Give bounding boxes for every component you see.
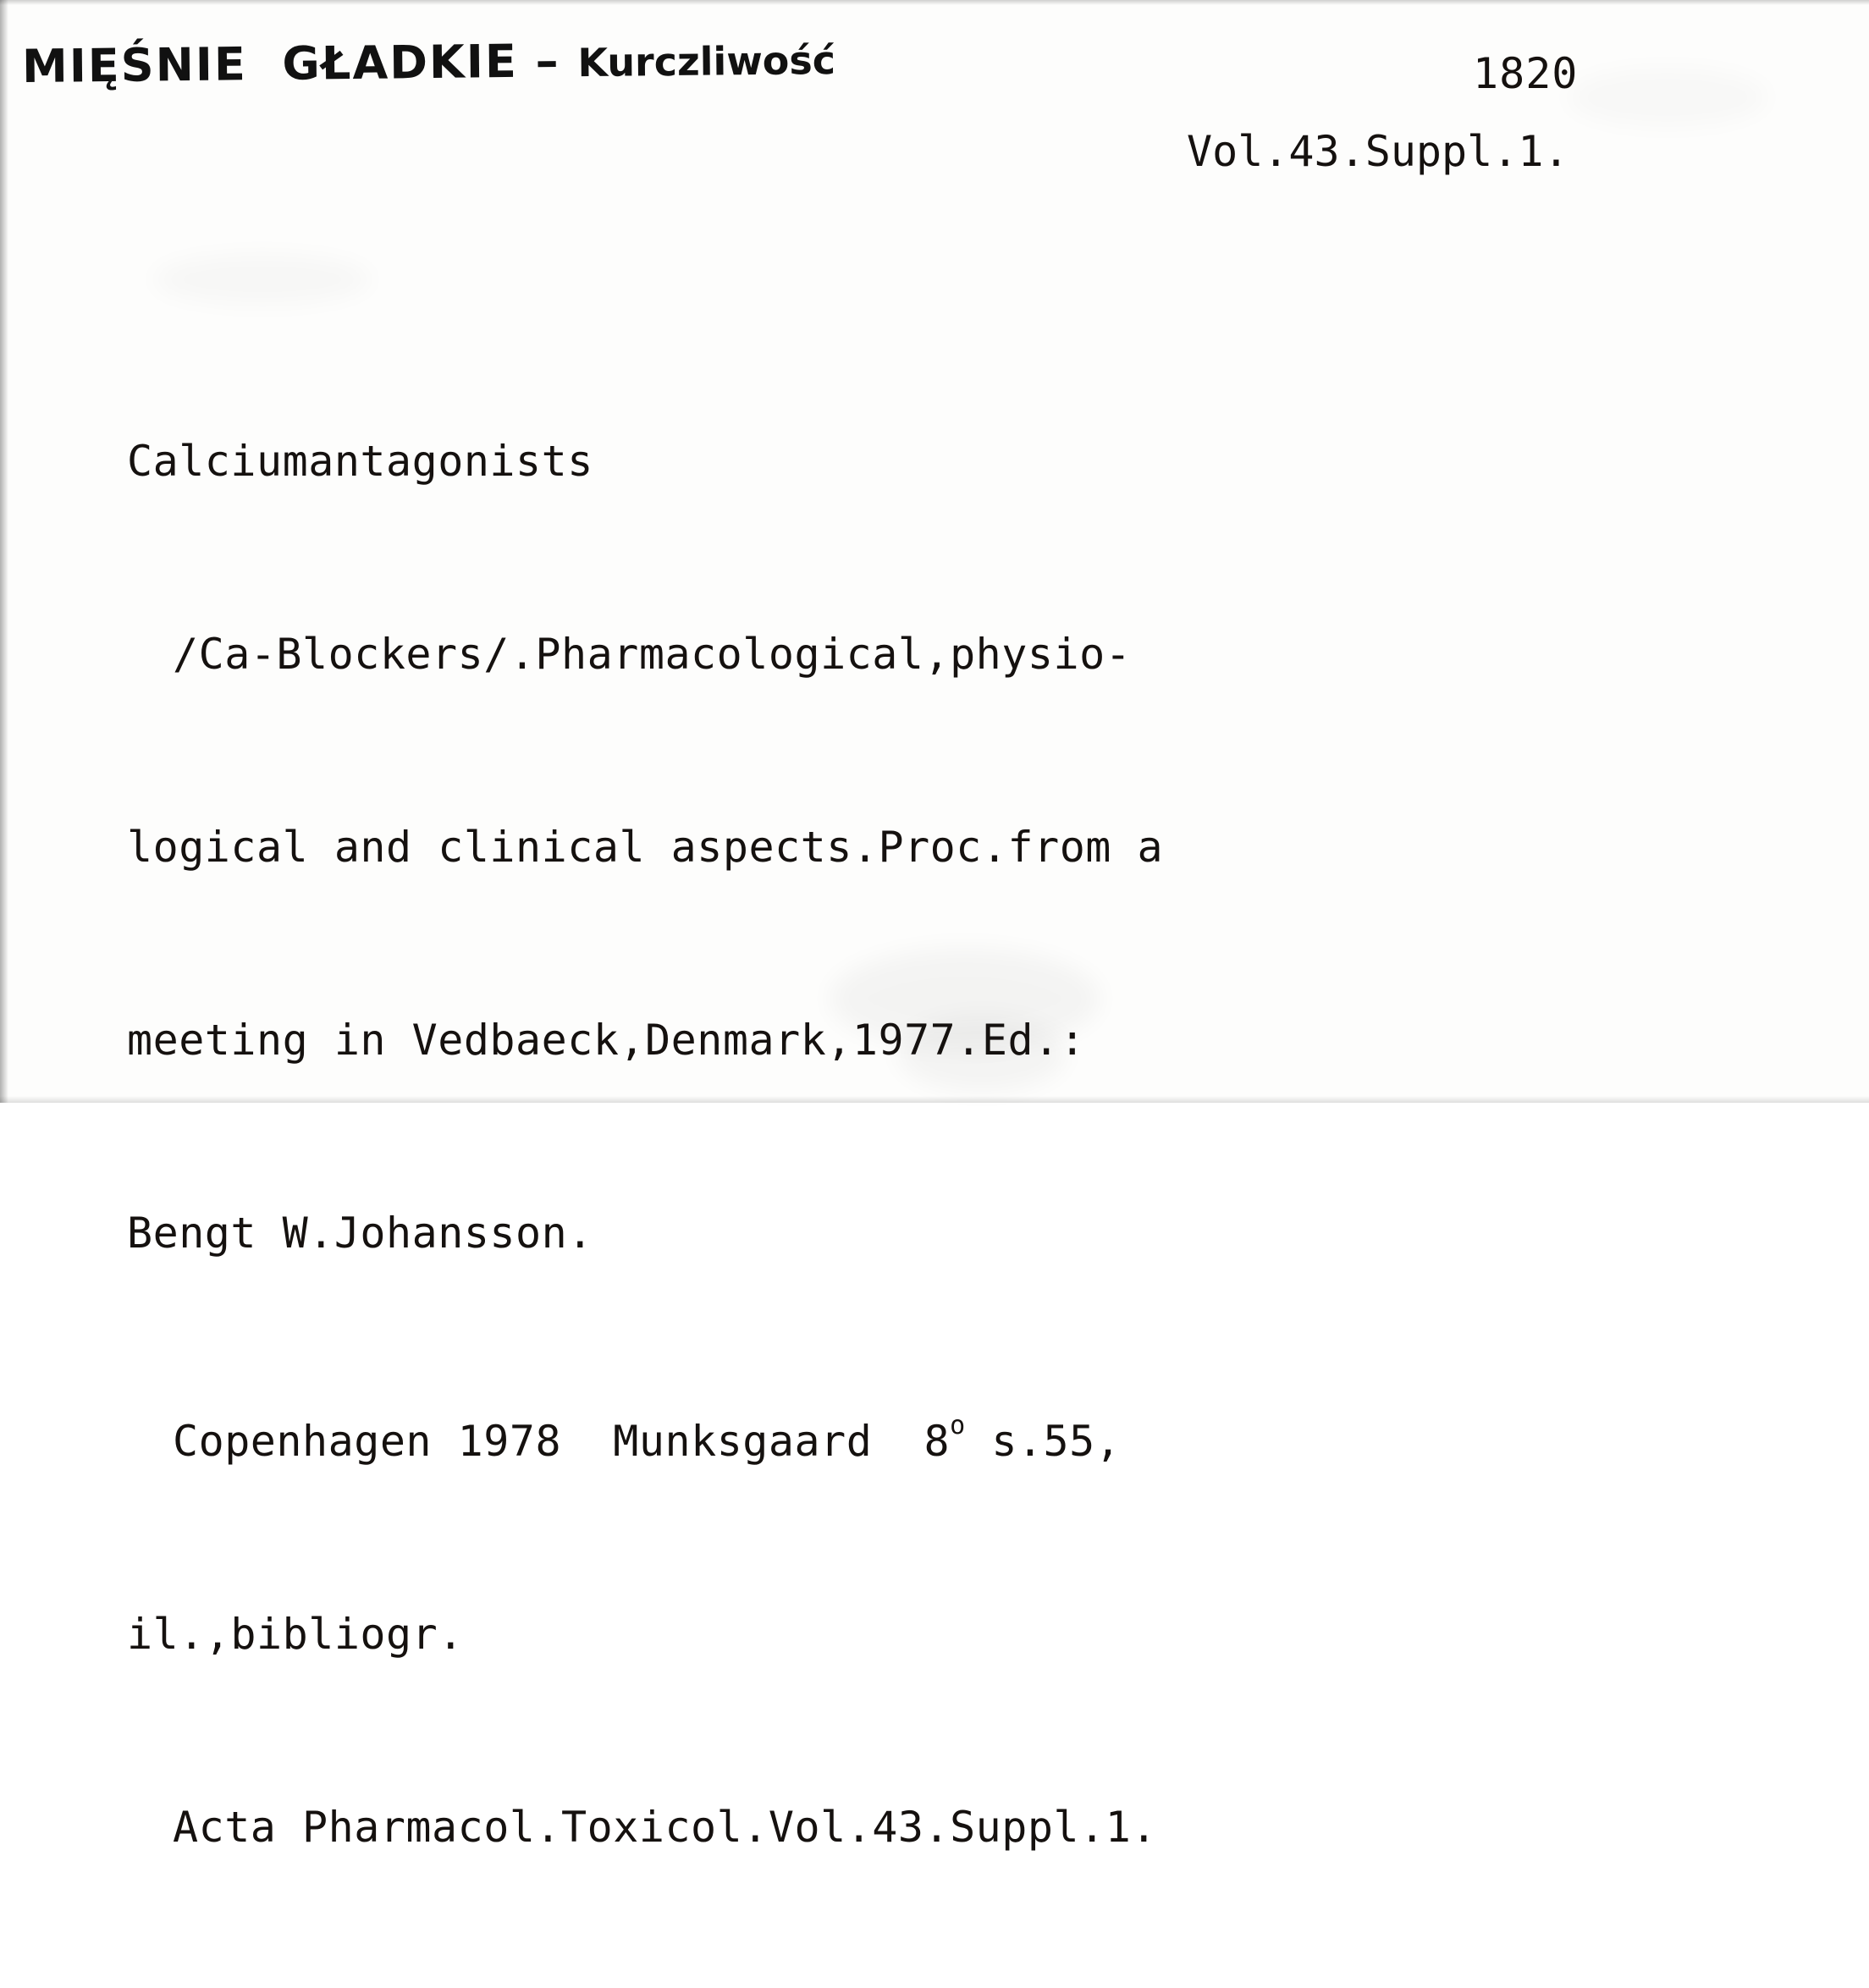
imprint-line xyxy=(127,1394,1163,1473)
subject-subheading: Kurczliwość xyxy=(577,36,836,86)
paper-smudge xyxy=(1566,68,1769,127)
series-note: Acta Pharmacol.Toxicol.Vol.43.Suppl.1. xyxy=(173,1803,1157,1852)
imprint-pages: s.55, xyxy=(991,1417,1122,1466)
entry-line: logical and clinical aspects.Proc.from a xyxy=(127,823,1164,872)
accession-number: 1820 xyxy=(1473,49,1579,98)
imprint-publisher: Munksgaard xyxy=(613,1417,873,1466)
entry-line: meeting in Vedbaeck,Denmark,1977.Ed.: xyxy=(127,1016,1086,1065)
extent-line: il.,bibliogr. xyxy=(127,1610,464,1659)
entry-line: Calciumantagonists xyxy=(127,437,593,486)
card-left-edge-shadow xyxy=(0,0,8,1103)
card-top-edge-shadow xyxy=(0,0,1869,5)
paper-smudge xyxy=(152,254,372,305)
imprint-year: 1978 xyxy=(457,1417,562,1466)
subject-heading-main: MIĘŚNIE GŁADKIE – xyxy=(21,34,578,94)
volume-note: Vol.43.Suppl.1. xyxy=(1187,127,1569,176)
imprint-place: Copenhagen xyxy=(173,1417,433,1466)
bibliographic-entry xyxy=(127,300,1163,1988)
entry-line: /Ca-Blockers/.Pharmacological,physio- xyxy=(173,630,1132,679)
entry-line: Bengt W.Johansson. xyxy=(127,1209,593,1258)
subject-heading xyxy=(22,31,836,93)
imprint-format: 8 xyxy=(923,1417,951,1466)
imprint-format-degree: o xyxy=(950,1411,966,1440)
